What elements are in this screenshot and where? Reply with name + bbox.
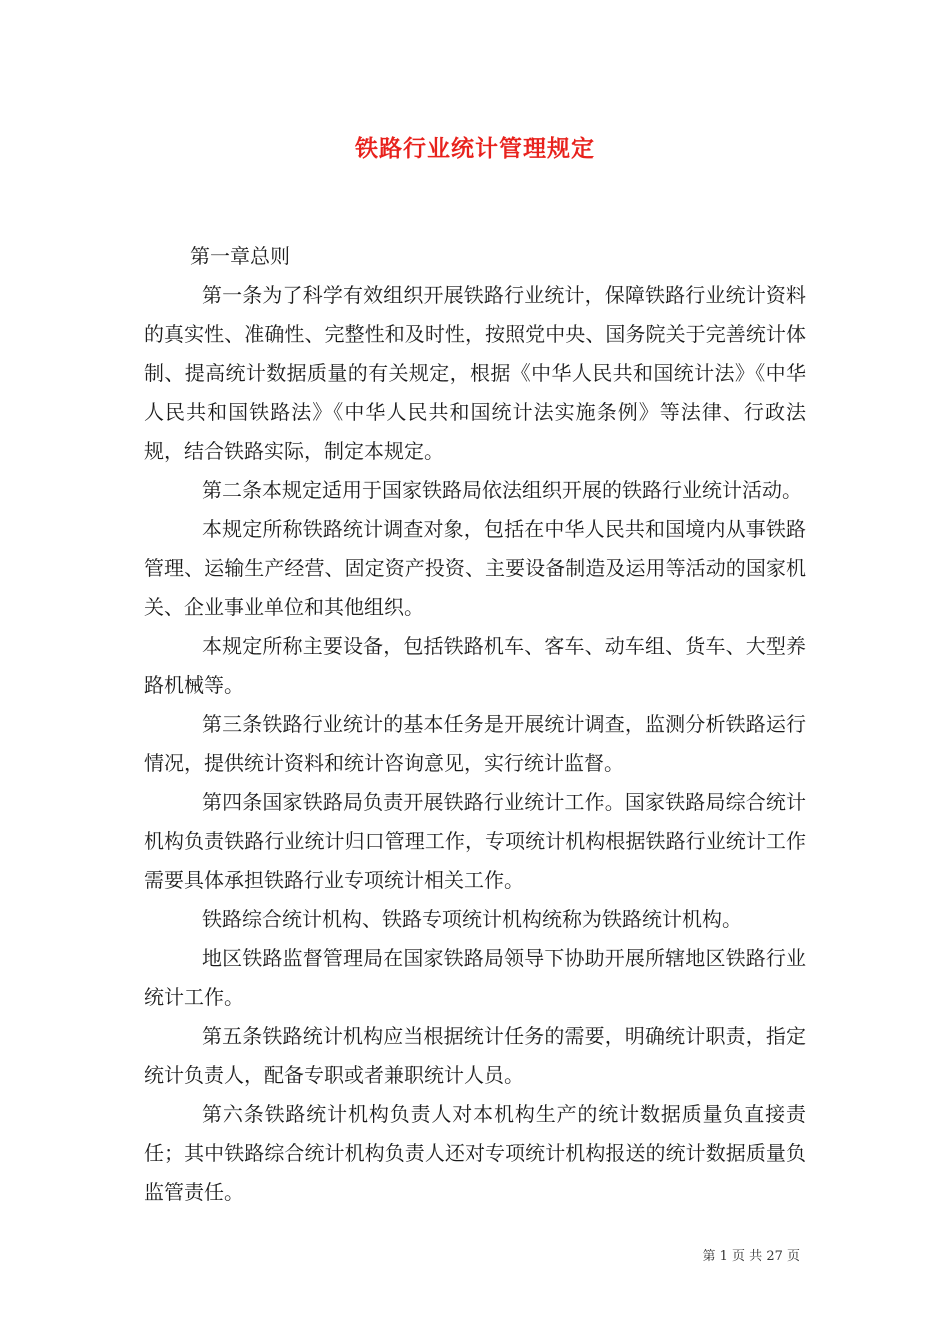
page-number: 第 1 页 共 27 页 (702, 1249, 800, 1264)
document-title: 铁路行业统计管理规定 (355, 135, 595, 162)
paragraph-survey-objects: 本规定所称铁路统计调查对象，包括在中华人民共和国境内从事铁路管理、运输生产经营、固定资产投资、主要设备制造及运用等活动的国家机关、企业事业单位和其他组织。 (144, 517, 806, 619)
paragraph-statistics-agencies: 铁路综合统计机构、铁路专项统计机构统称为铁路统计机构。 (202, 907, 742, 931)
paragraph-article-5: 第五条铁路统计机构应当根据统计任务的需要，明确统计职责，指定统计负责人，配备专职或者兼职统计人员。 (144, 1024, 806, 1087)
paragraph-article-4: 第四条国家铁路局负责开展铁路行业统计工作。国家铁路局综合统计机构负责铁路行业统计归口管理工作，专项统计机构根据铁路行业统计工作需要具体承担铁路行业专项统计相关工作。 (144, 790, 806, 892)
document-body (144, 237, 806, 1212)
paragraph-regional-bureau: 地区铁路监督管理局在国家铁路局领导下协助开展所辖地区铁路行业统计工作。 (144, 946, 806, 1009)
chapter-heading: 第一章总则 (190, 244, 290, 268)
paragraph-main-equipment: 本规定所称主要设备，包括铁路机车、客车、动车组、货车、大型养路机械等。 (144, 634, 806, 697)
paragraph-article-1: 第一条为了科学有效组织开展铁路行业统计，保障铁路行业统计资料的真实性、准确性、完整性和及时性，按照党中央、国务院关于完善统计体制、提高统计数据质量的有关规定，根据《中华人民共和国统计法》《中华人民共和国铁路法》《中华人民共和国统计法实施条例》等法律、行政法规，结合铁路实际，制定本规定。 (144, 283, 806, 463)
paragraph-article-3: 第三条铁路行业统计的基本任务是开展统计调查，监测分析铁路运行情况，提供统计资料和统计咨询意见，实行统计监督。 (144, 712, 806, 775)
paragraph-article-2: 第二条本规定适用于国家铁路局依法组织开展的铁路行业统计活动。 (202, 478, 802, 502)
paragraph-article-6: 第六条铁路统计机构负责人对本机构生产的统计数据质量负直接责任；其中铁路综合统计机构负责人还对专项统计机构报送的统计数据质量负监管责任。 (144, 1102, 806, 1204)
